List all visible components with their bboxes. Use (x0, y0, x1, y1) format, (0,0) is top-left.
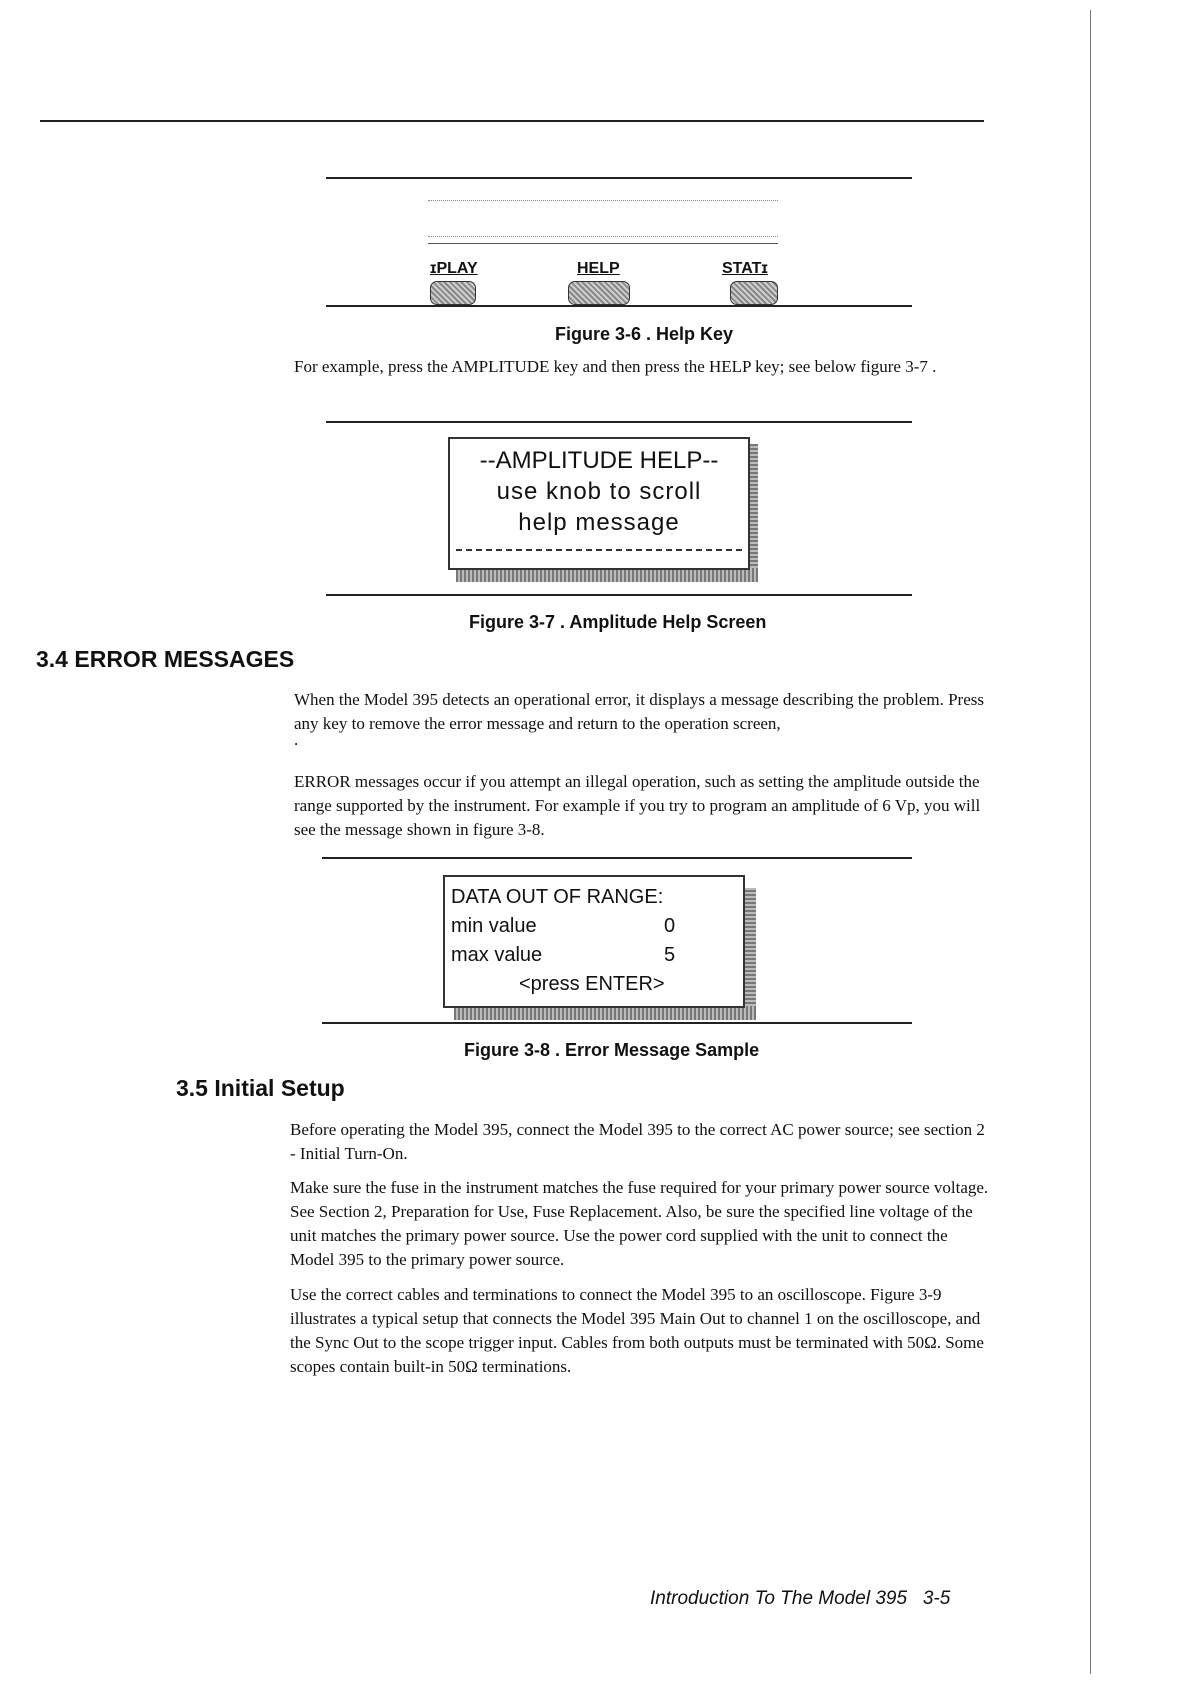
figure-bottom-rule (326, 305, 912, 307)
figure-top-rule (326, 421, 912, 423)
min-value-label: min value (451, 915, 537, 937)
section-3-5-paragraph-2: Make sure the fuse in the instrument matches the fuse required for your primary power source voltage. See Section 2, Preparation for Use, Fuse Replacement. Also, be sure the specified line voltage of the unit matches the primary power source. Use the power cord supplied with the unit to connect the Model 395 to the primary power source. (290, 1178, 989, 1269)
help-screen-line-2: use knob to scroll (496, 478, 702, 505)
error-screen-min-row (451, 912, 743, 941)
section-3-5-paragraph-1: Before operating the Model 395, connect the Model 395 to the correct AC power source; see section 2 - Initial Turn-On. (290, 1120, 985, 1163)
help-key-button[interactable] (568, 281, 630, 305)
header-rule (40, 120, 984, 122)
panel-line (428, 243, 778, 244)
page-footer: Introduction To The Model 395 3-5 (650, 1588, 951, 1609)
panel-dotted-line (428, 200, 778, 201)
min-value: 0 (664, 915, 676, 937)
help-screen-line-3: help message (518, 509, 680, 536)
error-message-screen (443, 875, 745, 1008)
figure-top-rule (326, 177, 912, 179)
figure-3-8-caption: Figure 3-8 . Error Message Sample (464, 1040, 760, 1060)
figure-bottom-rule (322, 1022, 912, 1024)
display-key-button[interactable] (430, 281, 476, 305)
display-key-label: ɪPLAY (430, 260, 478, 277)
amplitude-help-screen (448, 437, 750, 570)
help-screen-line-1: --AMPLITUDE HELP-- (479, 447, 719, 474)
figure-bottom-rule (326, 594, 912, 596)
screen-shadow-bottom (456, 568, 758, 582)
figure-top-rule (322, 857, 912, 859)
max-value-label: max value (451, 944, 543, 966)
intro-paragraph: For example, press the AMPLITUDE key and then press the HELP key; see below figure 3-7 . (294, 357, 937, 376)
status-key-label: STATɪ (722, 260, 768, 277)
error-screen-prompt: <press ENTER> (519, 973, 665, 995)
max-value: 5 (664, 944, 676, 966)
figure-3-6-caption: Figure 3-6 . Help Key (555, 324, 734, 344)
section-3-4-paragraph-2: ERROR messages occur if you attempt an illegal operation, such as setting the amplitude outside the range supported by the instrument. For example if you try to program an amplitude of 6 Vp, you will see the message shown in figure 3-8. (294, 772, 981, 839)
section-3-5-heading: 3.5 Initial Setup (176, 1075, 345, 1101)
panel-dotted-line (428, 236, 778, 237)
help-key-label: HELP (577, 260, 620, 277)
error-screen-max-row (451, 941, 743, 970)
error-screen-title: DATA OUT OF RANGE: (451, 886, 664, 908)
figure-3-7-caption: Figure 3-7 . Amplitude Help Screen (469, 612, 767, 632)
binding-edge-line (1090, 10, 1091, 1674)
section-3-4-paragraph-1-end: . (294, 730, 299, 749)
help-screen-dashed-line (456, 549, 742, 551)
screen-shadow-bottom (454, 1006, 756, 1020)
section-3-4-paragraph-1: When the Model 395 detects an operational error, it displays a message describing the problem. Press any key to remove the error message and return to the operation screen, (294, 690, 984, 733)
section-3-5-paragraph-3: Use the correct cables and terminations to connect the Model 395 to an oscilloscope. Figure 3-9 illustrates a typical setup that connects the Model 395 Main Out to channel 1 on the oscilloscope, and the Sync Out to the scope trigger input. Cables from both outputs must be terminated with 50Ω. Some scopes contain built-in 50Ω terminations. (290, 1285, 984, 1376)
section-3-4-heading: 3.4 ERROR MESSAGES (36, 646, 295, 672)
status-key-button[interactable] (730, 281, 778, 305)
